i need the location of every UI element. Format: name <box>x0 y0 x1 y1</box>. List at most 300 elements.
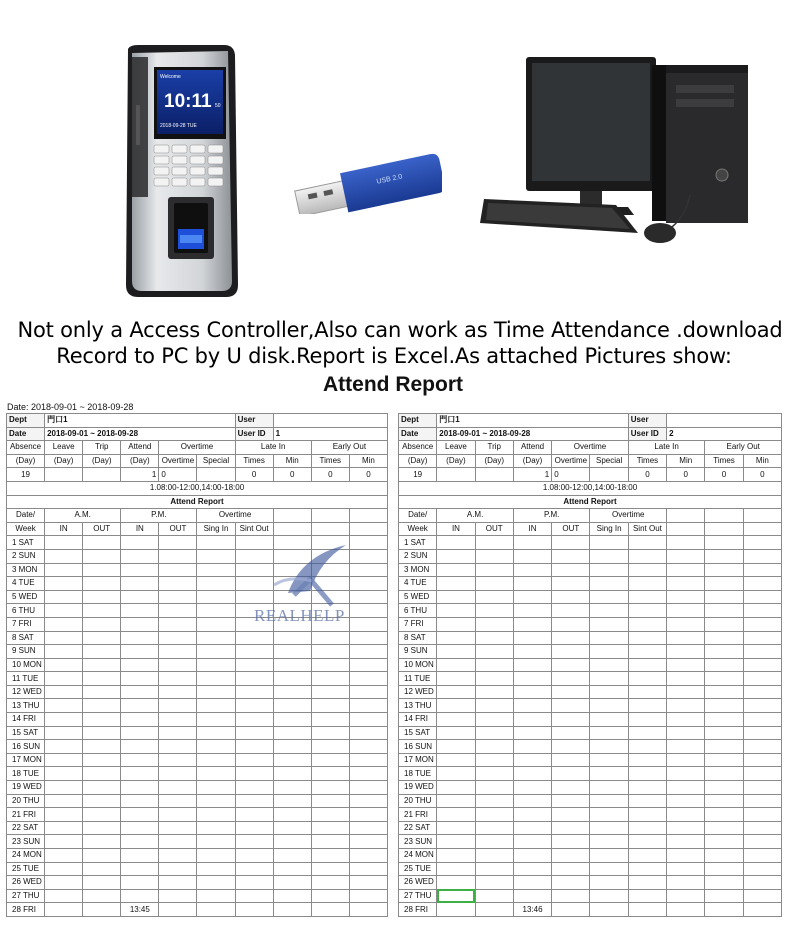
time-cell[interactable] <box>552 726 590 740</box>
summary-value[interactable]: 0 <box>667 468 705 482</box>
shift-schedule[interactable]: 1.08:00-12:00,14:00-18:00 <box>399 481 782 495</box>
time-cell[interactable] <box>311 781 349 795</box>
time-cell[interactable] <box>273 849 311 863</box>
time-cell[interactable] <box>197 549 235 563</box>
am-in-header[interactable]: IN <box>437 522 475 536</box>
time-cell[interactable] <box>590 862 628 876</box>
time-cell[interactable] <box>159 536 197 550</box>
time-cell[interactable] <box>159 821 197 835</box>
blank-cell[interactable] <box>349 509 387 523</box>
time-cell[interactable] <box>83 590 121 604</box>
time-cell[interactable] <box>311 645 349 659</box>
time-cell[interactable] <box>667 536 705 550</box>
day-label[interactable]: 20 THU <box>399 794 437 808</box>
time-cell[interactable] <box>437 549 475 563</box>
time-cell[interactable] <box>45 794 83 808</box>
day-label[interactable]: 6 THU <box>399 604 437 618</box>
time-cell[interactable] <box>628 889 666 903</box>
time-cell[interactable] <box>273 740 311 754</box>
time-cell[interactable] <box>311 767 349 781</box>
time-cell[interactable] <box>628 835 666 849</box>
time-cell[interactable] <box>349 699 387 713</box>
time-cell[interactable] <box>311 672 349 686</box>
time-cell[interactable] <box>743 849 781 863</box>
time-cell[interactable] <box>121 794 159 808</box>
time-cell[interactable] <box>743 835 781 849</box>
time-cell[interactable] <box>235 631 273 645</box>
date-label[interactable]: Date <box>7 427 45 441</box>
day-label[interactable]: 2 SUN <box>7 549 45 563</box>
time-cell[interactable] <box>628 685 666 699</box>
time-cell[interactable] <box>45 658 83 672</box>
time-cell[interactable] <box>475 849 513 863</box>
time-cell[interactable] <box>159 835 197 849</box>
time-cell[interactable] <box>197 821 235 835</box>
time-cell[interactable] <box>705 645 743 659</box>
time-cell[interactable] <box>513 590 551 604</box>
time-cell[interactable] <box>475 821 513 835</box>
time-cell[interactable] <box>552 658 590 672</box>
summary-value[interactable]: 0 <box>552 468 590 482</box>
day-label[interactable]: 1 SAT <box>399 536 437 550</box>
time-cell[interactable] <box>743 821 781 835</box>
time-cell[interactable] <box>705 726 743 740</box>
time-cell[interactable] <box>197 536 235 550</box>
time-cell[interactable] <box>121 645 159 659</box>
time-cell[interactable] <box>667 740 705 754</box>
day-label[interactable]: 19 WED <box>7 781 45 795</box>
blank-cell[interactable] <box>743 509 781 523</box>
time-cell[interactable] <box>349 767 387 781</box>
summary-value[interactable]: 19 <box>399 468 437 482</box>
time-cell[interactable] <box>743 740 781 754</box>
user-id-value[interactable]: 2 <box>667 427 782 441</box>
time-cell[interactable] <box>235 713 273 727</box>
time-cell[interactable] <box>743 781 781 795</box>
trip-header[interactable]: Trip <box>475 441 513 455</box>
time-cell[interactable] <box>475 549 513 563</box>
time-cell[interactable] <box>83 685 121 699</box>
time-cell[interactable] <box>552 781 590 795</box>
day-label[interactable]: 13 THU <box>7 699 45 713</box>
time-cell[interactable] <box>159 862 197 876</box>
time-cell[interactable] <box>197 889 235 903</box>
time-cell[interactable] <box>121 617 159 631</box>
time-cell[interactable] <box>121 685 159 699</box>
time-cell[interactable] <box>705 549 743 563</box>
day-label[interactable]: 3 MON <box>7 563 45 577</box>
early-out-header[interactable]: Early Out <box>705 441 782 455</box>
day-label[interactable]: 9 SUN <box>399 645 437 659</box>
day-label[interactable]: 8 SAT <box>7 631 45 645</box>
time-cell[interactable] <box>552 753 590 767</box>
time-cell[interactable] <box>590 549 628 563</box>
day-label[interactable]: 21 FRI <box>399 808 437 822</box>
time-cell[interactable] <box>590 903 628 917</box>
blank-cell[interactable] <box>311 522 349 536</box>
time-cell[interactable] <box>590 536 628 550</box>
day-label[interactable]: 26 WED <box>7 876 45 890</box>
time-cell[interactable] <box>667 835 705 849</box>
time-cell[interactable] <box>349 849 387 863</box>
time-cell[interactable] <box>475 577 513 591</box>
time-cell[interactable] <box>475 563 513 577</box>
time-cell[interactable] <box>628 577 666 591</box>
time-cell[interactable] <box>197 631 235 645</box>
time-cell[interactable] <box>121 549 159 563</box>
summary-value[interactable] <box>45 468 83 482</box>
time-cell[interactable] <box>349 808 387 822</box>
time-cell[interactable] <box>197 862 235 876</box>
time-cell[interactable] <box>45 604 83 618</box>
time-cell[interactable] <box>552 889 590 903</box>
time-cell[interactable] <box>475 713 513 727</box>
time-cell[interactable] <box>705 536 743 550</box>
early-times-sub[interactable]: Times <box>311 454 349 468</box>
time-cell[interactable] <box>705 563 743 577</box>
attend-unit[interactable]: (Day) <box>513 454 551 468</box>
absence-unit[interactable]: (Day) <box>7 454 45 468</box>
day-label[interactable]: 7 FRI <box>399 617 437 631</box>
time-cell[interactable] <box>628 549 666 563</box>
day-label[interactable]: 2 SUN <box>399 549 437 563</box>
day-label[interactable]: 17 MON <box>399 753 437 767</box>
time-cell[interactable] <box>349 631 387 645</box>
time-cell[interactable] <box>197 713 235 727</box>
ot-sign-in-header[interactable]: Sing In <box>590 522 628 536</box>
overtime-period-header[interactable]: Overtime <box>590 509 667 523</box>
time-cell[interactable] <box>705 808 743 822</box>
trip-unit[interactable]: (Day) <box>83 454 121 468</box>
time-cell[interactable] <box>311 903 349 917</box>
absence-header[interactable]: Absence <box>399 441 437 455</box>
time-cell[interactable] <box>311 753 349 767</box>
time-cell[interactable] <box>743 536 781 550</box>
time-cell[interactable] <box>197 903 235 917</box>
time-cell[interactable] <box>121 699 159 713</box>
time-cell[interactable] <box>705 685 743 699</box>
time-cell[interactable] <box>590 617 628 631</box>
time-cell[interactable] <box>628 617 666 631</box>
summary-value[interactable] <box>437 468 475 482</box>
time-cell[interactable] <box>311 862 349 876</box>
time-cell[interactable] <box>513 862 551 876</box>
time-cell[interactable] <box>349 862 387 876</box>
time-cell[interactable] <box>235 685 273 699</box>
time-cell[interactable] <box>83 536 121 550</box>
time-cell[interactable] <box>513 767 551 781</box>
time-cell[interactable] <box>235 767 273 781</box>
time-cell[interactable] <box>590 699 628 713</box>
time-cell[interactable] <box>437 794 475 808</box>
time-cell[interactable] <box>159 794 197 808</box>
time-cell[interactable] <box>628 645 666 659</box>
time-cell[interactable] <box>159 590 197 604</box>
time-cell[interactable] <box>475 726 513 740</box>
time-cell[interactable] <box>552 536 590 550</box>
time-cell[interactable] <box>235 740 273 754</box>
time-cell[interactable] <box>349 835 387 849</box>
time-cell[interactable] <box>552 549 590 563</box>
time-cell[interactable] <box>83 808 121 822</box>
trip-header[interactable]: Trip <box>83 441 121 455</box>
time-cell[interactable] <box>159 645 197 659</box>
special-sub[interactable]: Special <box>590 454 628 468</box>
time-cell[interactable] <box>349 753 387 767</box>
time-cell[interactable] <box>475 631 513 645</box>
time-cell[interactable] <box>197 577 235 591</box>
time-cell[interactable] <box>705 876 743 890</box>
time-cell[interactable] <box>590 835 628 849</box>
day-label[interactable]: 23 SUN <box>399 835 437 849</box>
day-label[interactable]: 16 SUN <box>7 740 45 754</box>
time-cell[interactable] <box>273 781 311 795</box>
late-min-sub[interactable]: Min <box>273 454 311 468</box>
week-header[interactable]: Week <box>399 522 437 536</box>
time-cell[interactable] <box>197 617 235 631</box>
time-cell[interactable] <box>590 726 628 740</box>
time-cell[interactable] <box>475 876 513 890</box>
time-cell[interactable] <box>628 876 666 890</box>
time-cell[interactable] <box>667 645 705 659</box>
time-cell[interactable] <box>121 876 159 890</box>
time-cell[interactable] <box>349 876 387 890</box>
time-cell[interactable] <box>743 767 781 781</box>
time-cell[interactable] <box>513 740 551 754</box>
time-cell[interactable] <box>705 753 743 767</box>
dept-label[interactable]: Dept <box>399 414 437 428</box>
time-cell[interactable] <box>45 590 83 604</box>
time-cell[interactable] <box>437 876 475 890</box>
day-label[interactable]: 20 THU <box>7 794 45 808</box>
time-cell[interactable] <box>475 903 513 917</box>
time-cell[interactable]: 13:45 <box>121 903 159 917</box>
time-cell[interactable] <box>159 604 197 618</box>
time-cell[interactable]: 13:46 <box>513 903 551 917</box>
leave-unit[interactable]: (Day) <box>45 454 83 468</box>
time-cell[interactable] <box>590 821 628 835</box>
time-cell[interactable] <box>83 577 121 591</box>
day-label[interactable]: 22 SAT <box>7 821 45 835</box>
time-cell[interactable] <box>273 658 311 672</box>
time-cell[interactable] <box>475 767 513 781</box>
dept-value[interactable]: 門口1 <box>437 414 628 428</box>
time-cell[interactable] <box>667 713 705 727</box>
time-cell[interactable] <box>628 781 666 795</box>
blank-cell[interactable] <box>349 522 387 536</box>
summary-value[interactable]: 0 <box>628 468 666 482</box>
time-cell[interactable] <box>513 808 551 822</box>
time-cell[interactable] <box>743 563 781 577</box>
day-label[interactable]: 6 THU <box>7 604 45 618</box>
time-cell[interactable] <box>197 794 235 808</box>
time-cell[interactable] <box>628 794 666 808</box>
time-cell[interactable] <box>273 876 311 890</box>
time-cell[interactable] <box>475 645 513 659</box>
time-cell[interactable] <box>705 699 743 713</box>
day-label[interactable]: 24 MON <box>399 849 437 863</box>
time-cell[interactable] <box>667 849 705 863</box>
time-cell[interactable] <box>552 767 590 781</box>
time-cell[interactable] <box>513 794 551 808</box>
day-label[interactable]: 15 SAT <box>399 726 437 740</box>
blank-cell[interactable] <box>311 509 349 523</box>
time-cell[interactable] <box>45 889 83 903</box>
user-value[interactable] <box>273 414 387 428</box>
time-cell[interactable] <box>667 617 705 631</box>
time-cell[interactable] <box>513 699 551 713</box>
time-cell[interactable] <box>235 726 273 740</box>
time-cell[interactable] <box>743 604 781 618</box>
time-cell[interactable] <box>475 835 513 849</box>
overtime-header[interactable]: Overtime <box>159 441 235 455</box>
time-cell[interactable] <box>121 672 159 686</box>
day-label[interactable]: 23 SUN <box>7 835 45 849</box>
day-label[interactable]: 24 MON <box>7 849 45 863</box>
time-cell[interactable] <box>705 658 743 672</box>
time-cell[interactable] <box>743 726 781 740</box>
late-min-sub[interactable]: Min <box>667 454 705 468</box>
time-cell[interactable] <box>628 604 666 618</box>
time-cell[interactable] <box>159 713 197 727</box>
time-cell[interactable] <box>475 699 513 713</box>
summary-value[interactable]: 19 <box>7 468 45 482</box>
time-cell[interactable] <box>513 876 551 890</box>
time-cell[interactable] <box>705 821 743 835</box>
summary-value[interactable] <box>590 468 628 482</box>
time-cell[interactable] <box>83 821 121 835</box>
time-cell[interactable] <box>349 903 387 917</box>
time-cell[interactable] <box>705 740 743 754</box>
time-cell[interactable] <box>628 672 666 686</box>
time-cell[interactable] <box>513 536 551 550</box>
time-cell[interactable] <box>513 617 551 631</box>
user-label[interactable]: User <box>628 414 666 428</box>
time-cell[interactable] <box>235 862 273 876</box>
time-cell[interactable] <box>590 794 628 808</box>
time-cell[interactable] <box>513 835 551 849</box>
time-cell[interactable] <box>743 631 781 645</box>
time-cell[interactable] <box>311 685 349 699</box>
time-cell[interactable] <box>159 631 197 645</box>
time-cell[interactable] <box>121 781 159 795</box>
time-cell[interactable] <box>590 808 628 822</box>
time-cell[interactable] <box>83 781 121 795</box>
overtime-sub[interactable]: Overtime <box>159 454 197 468</box>
overtime-header[interactable]: Overtime <box>552 441 629 455</box>
summary-value[interactable]: 0 <box>159 468 197 482</box>
day-label[interactable]: 11 TUE <box>7 672 45 686</box>
time-cell[interactable] <box>743 672 781 686</box>
time-cell[interactable] <box>552 821 590 835</box>
time-cell[interactable] <box>197 808 235 822</box>
day-label[interactable]: 3 MON <box>399 563 437 577</box>
time-cell[interactable] <box>590 631 628 645</box>
time-cell[interactable] <box>628 849 666 863</box>
date-range-value[interactable]: 2018-09-01 ~ 2018-09-28 <box>437 427 628 441</box>
time-cell[interactable] <box>311 835 349 849</box>
time-cell[interactable] <box>513 726 551 740</box>
special-sub[interactable]: Special <box>197 454 235 468</box>
time-cell[interactable] <box>437 604 475 618</box>
time-cell[interactable] <box>628 903 666 917</box>
day-label[interactable]: 1 SAT <box>7 536 45 550</box>
date-range-value[interactable]: 2018-09-01 ~ 2018-09-28 <box>45 427 235 441</box>
time-cell[interactable] <box>45 740 83 754</box>
day-label[interactable]: 18 TUE <box>7 767 45 781</box>
time-cell[interactable] <box>475 781 513 795</box>
time-cell[interactable] <box>197 563 235 577</box>
day-label[interactable]: 5 WED <box>399 590 437 604</box>
time-cell[interactable] <box>513 563 551 577</box>
time-cell[interactable] <box>552 808 590 822</box>
time-cell[interactable] <box>273 726 311 740</box>
summary-value[interactable] <box>475 468 513 482</box>
time-cell[interactable] <box>273 889 311 903</box>
day-label[interactable]: 25 TUE <box>399 862 437 876</box>
time-cell[interactable] <box>311 726 349 740</box>
time-cell[interactable] <box>552 794 590 808</box>
time-cell[interactable] <box>437 563 475 577</box>
day-label[interactable]: 4 TUE <box>399 577 437 591</box>
time-cell[interactable] <box>590 563 628 577</box>
time-cell[interactable] <box>667 590 705 604</box>
time-cell[interactable] <box>667 658 705 672</box>
time-cell[interactable] <box>552 685 590 699</box>
time-cell[interactable] <box>83 767 121 781</box>
time-cell[interactable] <box>121 835 159 849</box>
time-cell[interactable] <box>552 672 590 686</box>
time-cell[interactable] <box>159 808 197 822</box>
time-cell[interactable] <box>667 631 705 645</box>
early-out-header[interactable]: Early Out <box>311 441 387 455</box>
pm-in-header[interactable]: IN <box>513 522 551 536</box>
time-cell[interactable] <box>437 753 475 767</box>
time-cell[interactable] <box>121 604 159 618</box>
leave-unit[interactable]: (Day) <box>437 454 475 468</box>
time-cell[interactable] <box>437 835 475 849</box>
time-cell[interactable] <box>628 658 666 672</box>
time-cell[interactable] <box>273 903 311 917</box>
blank-cell[interactable] <box>273 522 311 536</box>
time-cell[interactable] <box>437 699 475 713</box>
time-cell[interactable] <box>590 577 628 591</box>
time-cell[interactable] <box>311 808 349 822</box>
time-cell[interactable] <box>552 713 590 727</box>
time-cell[interactable] <box>159 577 197 591</box>
time-cell[interactable] <box>667 577 705 591</box>
time-cell[interactable] <box>273 672 311 686</box>
time-cell[interactable] <box>628 590 666 604</box>
user-label[interactable]: User <box>235 414 273 428</box>
time-cell[interactable] <box>45 903 83 917</box>
day-label[interactable]: 7 FRI <box>7 617 45 631</box>
time-cell[interactable] <box>197 876 235 890</box>
time-cell[interactable] <box>349 658 387 672</box>
time-cell[interactable] <box>628 563 666 577</box>
time-cell[interactable] <box>667 549 705 563</box>
time-cell[interactable] <box>552 903 590 917</box>
time-cell[interactable] <box>45 781 83 795</box>
time-cell[interactable] <box>552 849 590 863</box>
time-cell[interactable] <box>83 645 121 659</box>
time-cell[interactable] <box>667 685 705 699</box>
time-cell[interactable] <box>311 631 349 645</box>
dept-label[interactable]: Dept <box>7 414 45 428</box>
time-cell[interactable] <box>513 604 551 618</box>
time-cell[interactable] <box>437 808 475 822</box>
time-cell[interactable] <box>121 590 159 604</box>
